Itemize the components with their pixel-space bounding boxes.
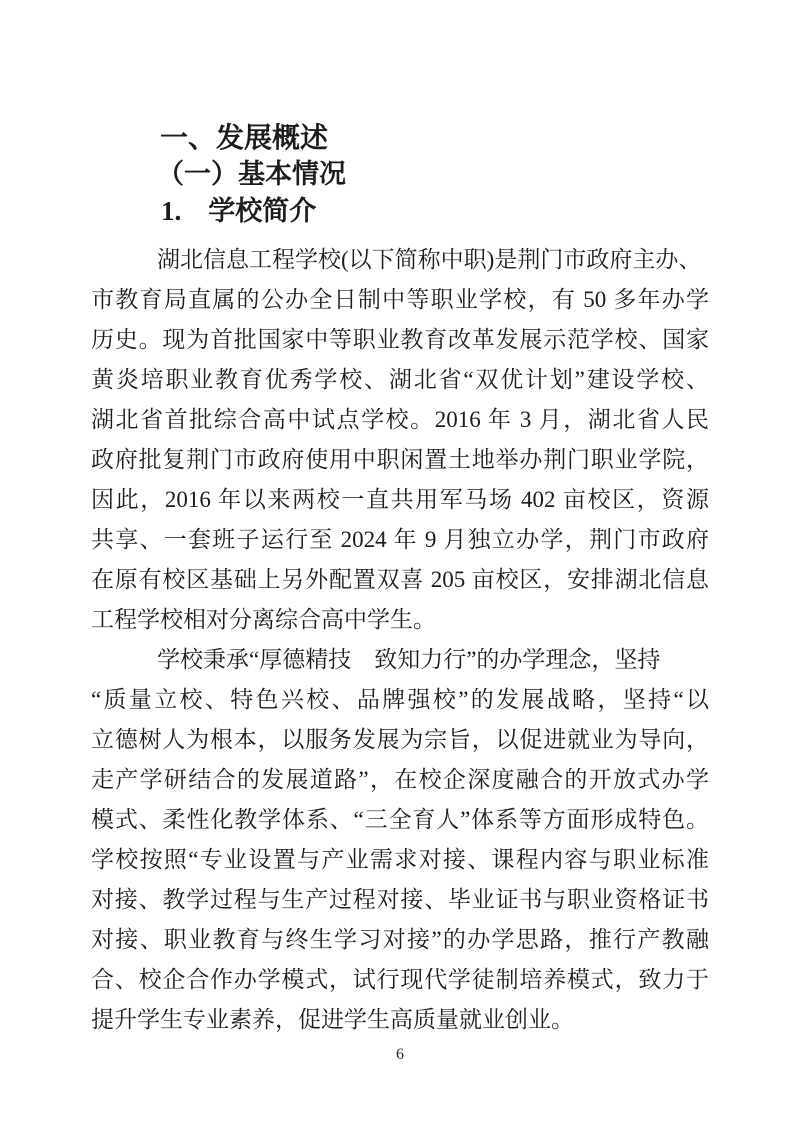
text-line: 对接、职业教育与终生学习对接”的办学思路，推行产教融	[91, 927, 709, 952]
text-line: 政府批复荆门市政府使用中职闲置土地举办荆门职业学院，	[91, 447, 709, 472]
text-line: 在原有校区基础上另外配置双喜 205 亩校区，安排湖北信息	[91, 567, 709, 592]
text-line: 湖北省首批综合高中试点学校。2016 年 3 月，湖北省人民	[91, 407, 709, 432]
heading-level-1: 一、发展概述	[160, 122, 329, 153]
text-line: 走产学研结合的发展道路”，在校企深度融合的开放式办学	[91, 767, 709, 792]
text-line: 市教育局直属的公办全日制中等职业学校，有 50 多年办学	[91, 287, 709, 312]
text-line: 对接、教学过程与生产过程对接、毕业证书与职业资格证书	[91, 887, 709, 912]
headings-block	[91, 119, 709, 230]
text-line: 合、校企合作办学模式，试行现代学徒制培养模式，致力于	[91, 967, 709, 992]
heading-level-3: 1. 学校简介	[161, 196, 317, 226]
text-line: 模式、柔性化教学体系、“三全育人”体系等方面形成特色。	[91, 807, 709, 832]
body-text-block	[91, 240, 709, 1040]
text-line: 提升学生专业素养，促进学生高质量就业创业。	[91, 1007, 574, 1032]
text-line: 学校秉承“厚德精技 致知力行”的办学理念，坚持	[157, 647, 661, 672]
heading-level-2: （一）基本情况	[157, 159, 346, 189]
text-line: 湖北信息工程学校(以下简称中职)是荆门市政府主办、	[157, 247, 702, 272]
paragraph-1	[91, 240, 709, 640]
paragraph-2	[91, 640, 709, 1040]
text-line: 因此，2016 年以来两校一直共用军马场 402 亩校区，资源	[91, 487, 709, 512]
page-number: 6	[396, 1046, 404, 1063]
text-line: 学校按照“专业设置与产业需求对接、课程内容与职业标准	[91, 847, 709, 872]
text-line: 历史。现为首批国家中等职业教育改革发展示范学校、国家	[91, 327, 709, 352]
document-content	[91, 119, 709, 1040]
text-line: 立德树人为根本，以服务发展为宗旨，以促进就业为导向，	[91, 727, 709, 752]
text-line: 共享、一套班子运行至 2024 年 9 月独立办学，荆门市政府	[91, 527, 709, 552]
text-line: 黄炎培职业教育优秀学校、湖北省“双优计划”建设学校、	[91, 367, 709, 392]
text-line: 工程学校相对分离综合高中学生。	[91, 607, 436, 632]
text-line: “质量立校、特色兴校、品牌强校”的发展战略，坚持“以	[91, 687, 709, 712]
